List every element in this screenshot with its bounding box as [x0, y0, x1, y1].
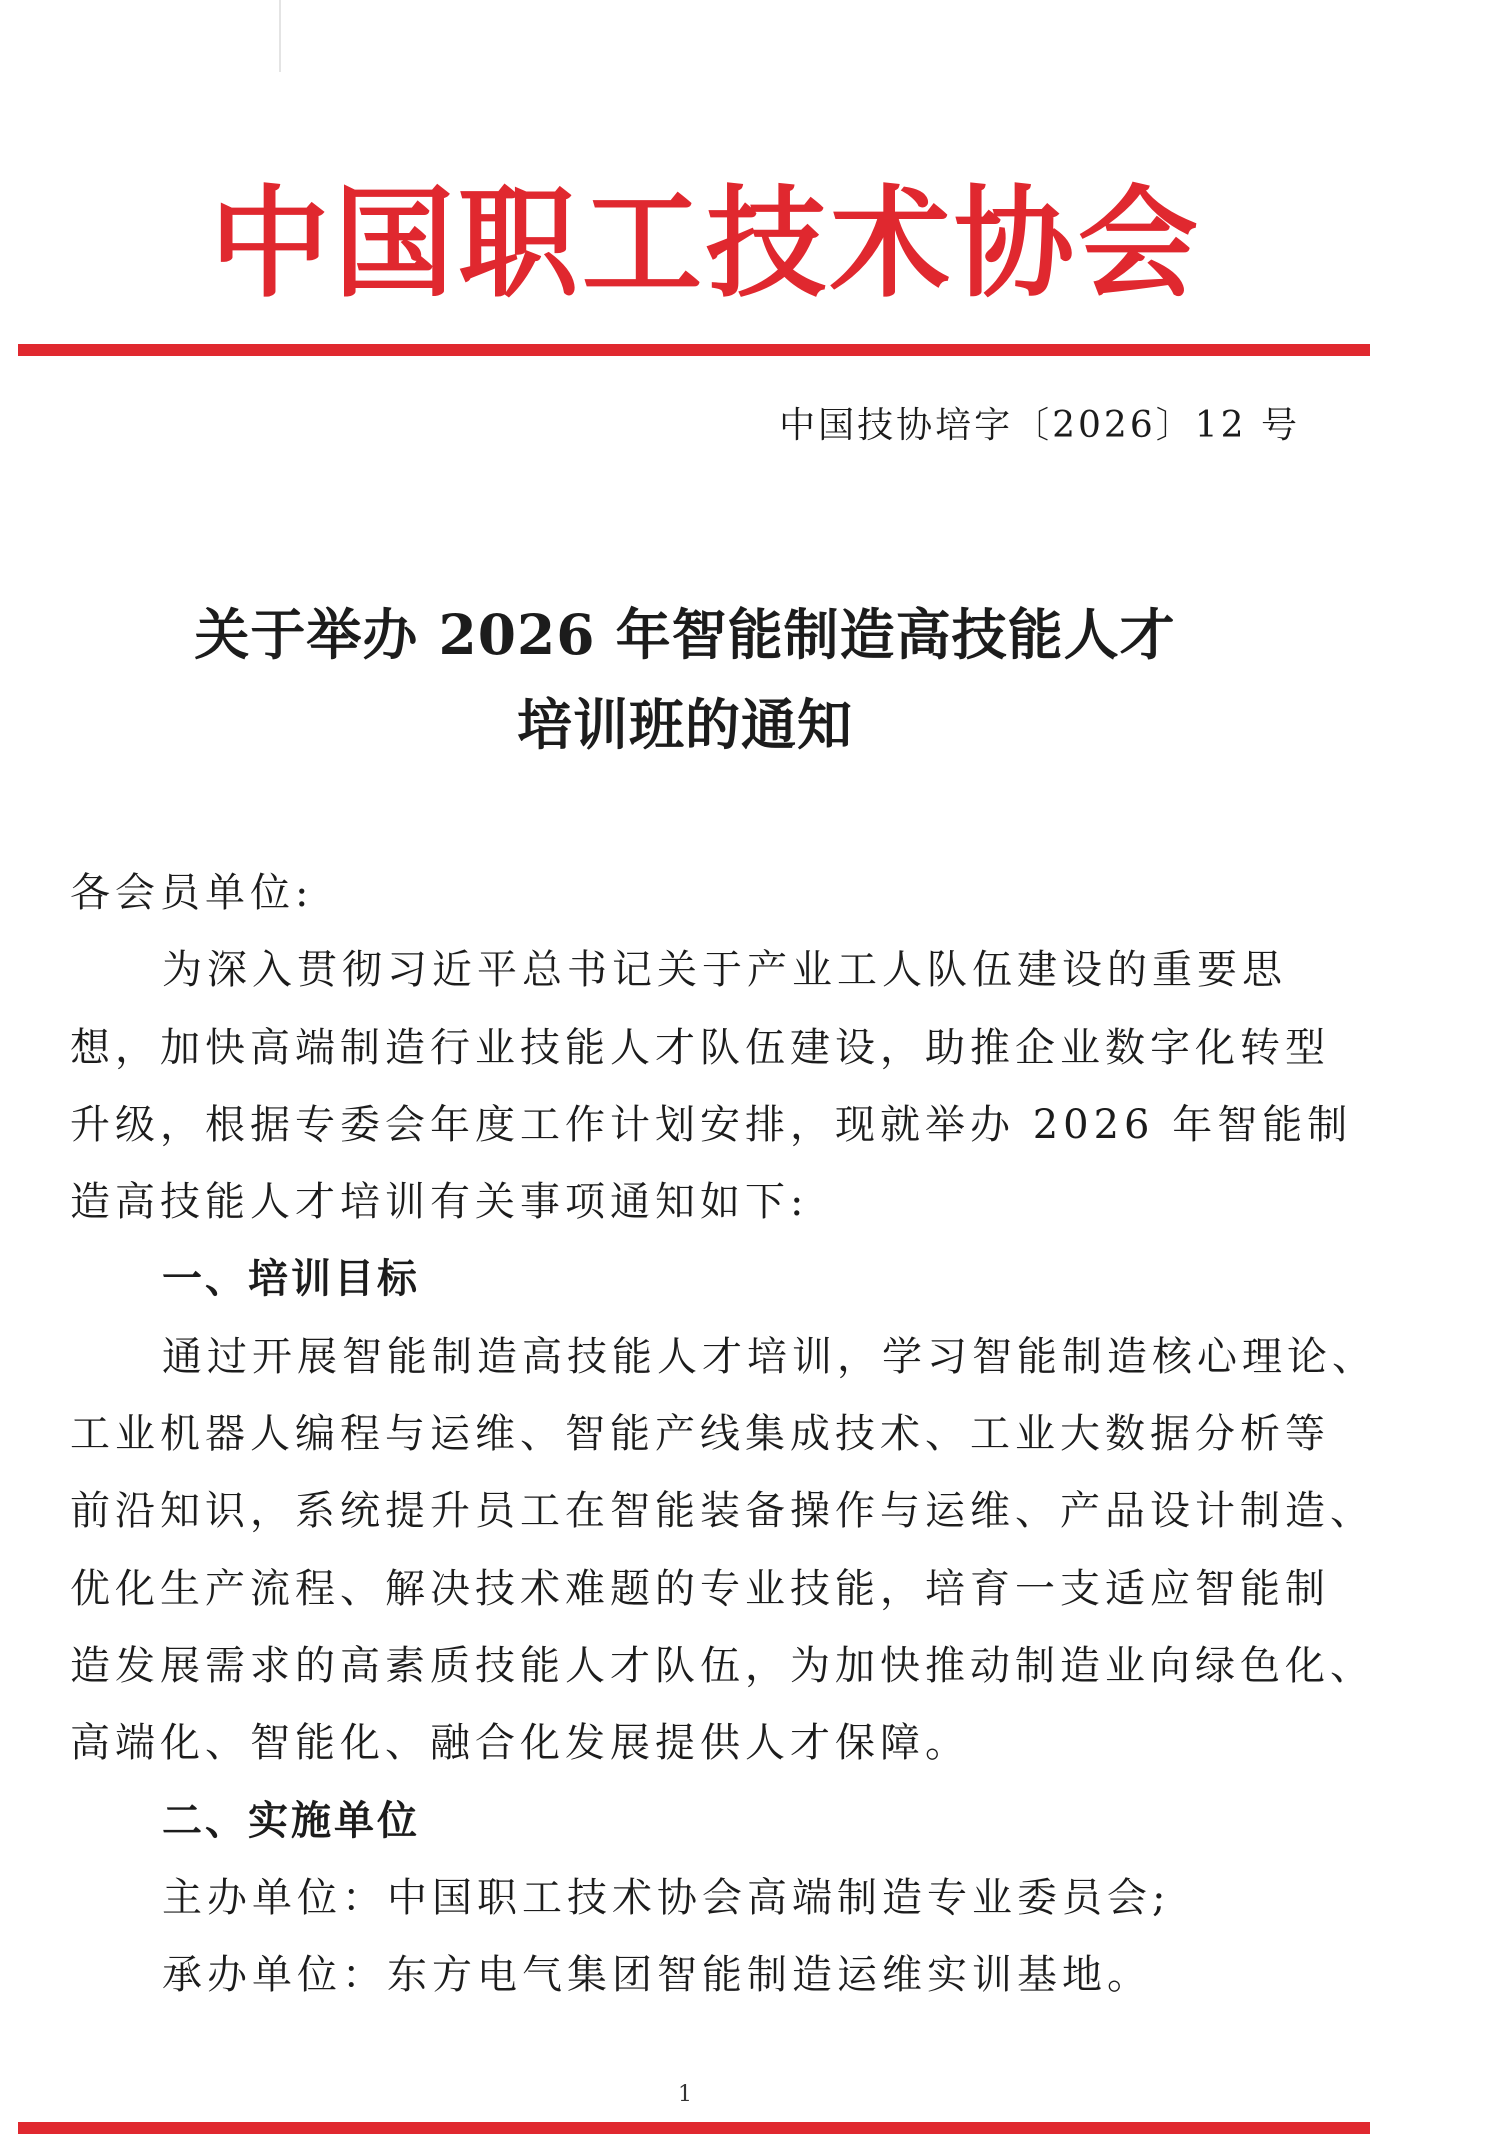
section2-line: 主办单位：中国职工技术协会高端制造专业委员会; — [162, 1874, 1171, 1921]
page-number: 1 — [678, 2082, 692, 2107]
section1-line: 前沿知识，系统提升员工在智能装备操作与运维、产品设计制造、 — [70, 1488, 1375, 1535]
intro-line: 升级，根据专委会年度工作计划安排，现就举办 2026 年智能制 — [70, 1101, 1353, 1148]
section1-line: 高端化、智能化、融合化发展提供人才保障。 — [70, 1720, 970, 1767]
footer-red-rule — [18, 2122, 1370, 2134]
document-body — [70, 855, 1377, 2014]
document-title-line: 培训班的通知 — [516, 692, 853, 757]
intro-line: 造高技能人才培训有关事项通知如下: — [70, 1179, 809, 1226]
section1-line: 通过开展智能制造高技能人才培训，学习智能制造核心理论、 — [162, 1333, 1377, 1380]
section2-line: 承办单位：东方电气集团智能制造运维实训基地。 — [162, 1952, 1152, 1999]
intro-line: 为深入贯彻习近平总书记关于产业工人队伍建设的重要思 — [162, 947, 1287, 994]
intro-line: 想，加快高端制造行业技能人才队伍建设，助推企业数字化转型 — [70, 1024, 1330, 1071]
document-number: 中国技协培字〔2026〕12 号 — [779, 405, 1300, 446]
letterhead-red-rule — [18, 344, 1370, 356]
document-title — [0, 590, 1370, 770]
salutation: 各会员单位: — [70, 870, 314, 916]
letterhead-org-name: 中国职工技术协会 — [210, 175, 1202, 314]
section1-line: 工业机器人编程与运维、智能产线集成技术、工业大数据分析等 — [70, 1411, 1330, 1458]
document-title-line: 关于举办 2026 年智能制造高技能人才 — [194, 602, 1176, 667]
scan-artifact-line — [279, 0, 281, 72]
section-heading-training-goal: 一、培训目标 — [162, 1256, 420, 1303]
section1-line: 造发展需求的高素质技能人才队伍，为加快推动制造业向绿色化、 — [70, 1642, 1375, 1689]
section1-line: 优化生产流程、解决技术难题的专业技能，培育一支适应智能制 — [70, 1565, 1330, 1612]
section-heading-implementing-units: 二、实施单位 — [162, 1797, 420, 1844]
